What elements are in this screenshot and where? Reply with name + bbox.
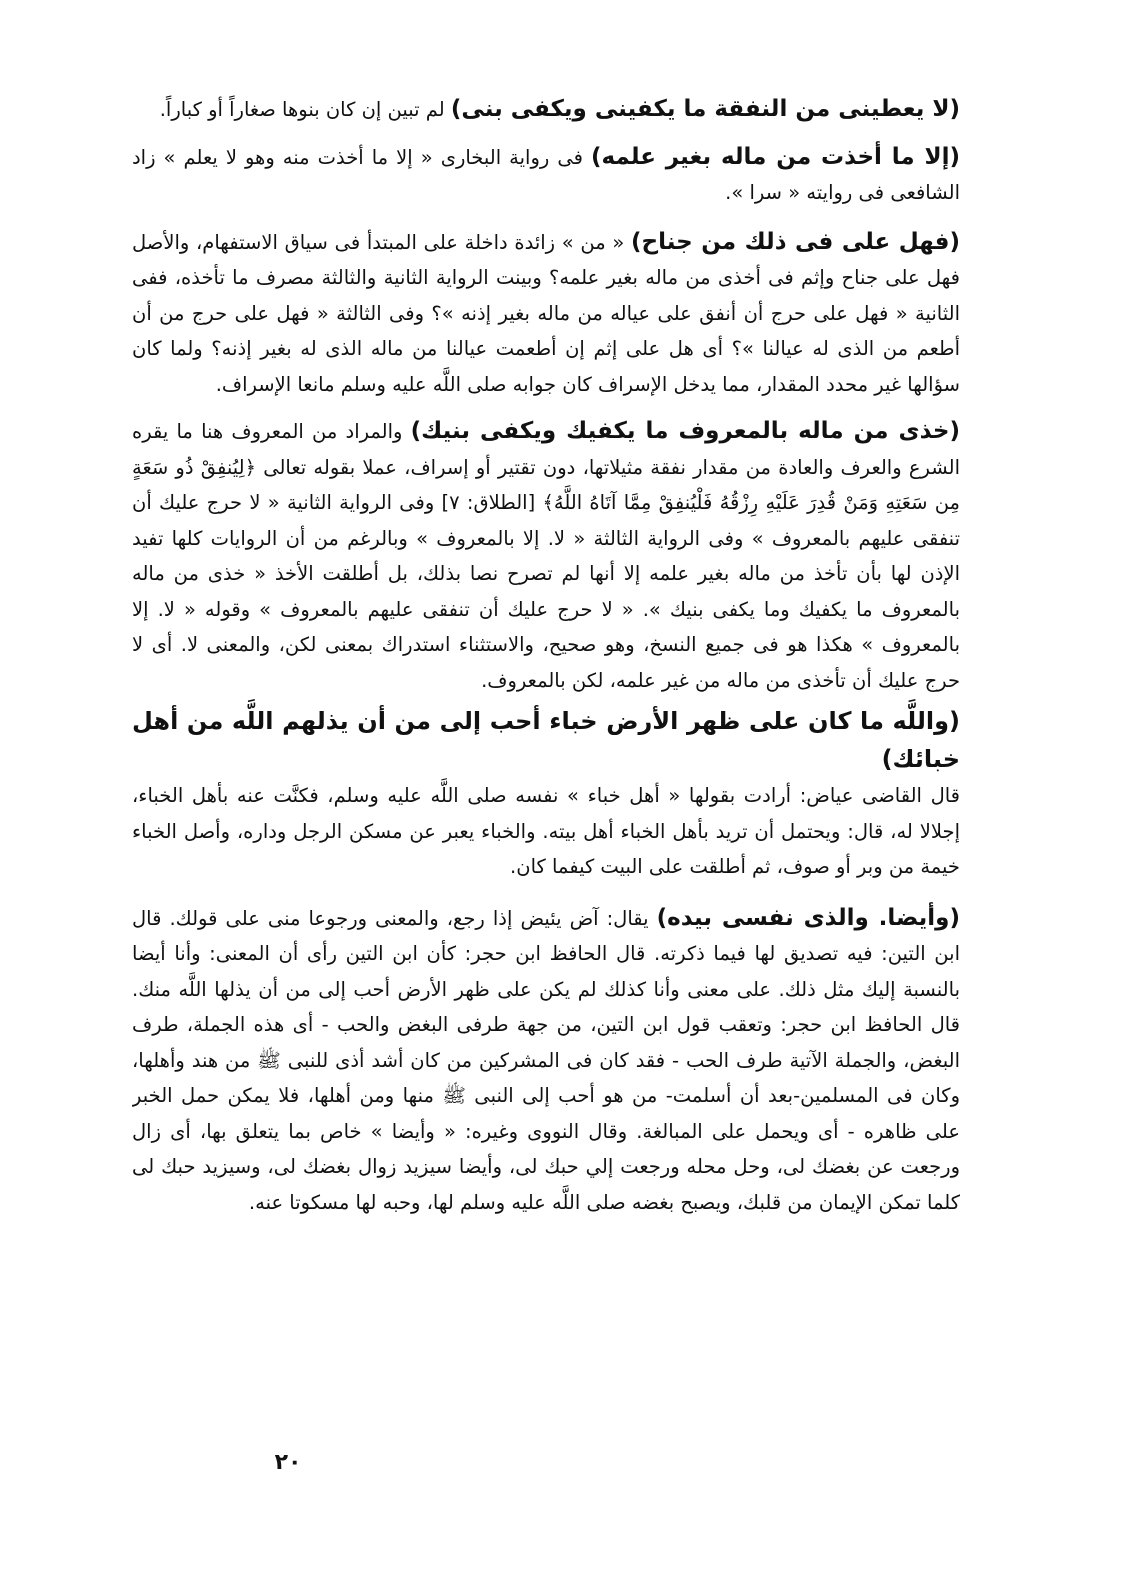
paragraph-3-body: « من » زائدة داخلة على المبتدأ فى سياق الاستفهام، والأصل فهل على جناح وإثم فى أخذى من ماله بغير علمه؟ وبينت الرواية الثانية والثالثة مصرف ما تأخذه، ففى الثانية « فهل على حرج أن أنفق على عياله من ماله بغير إذنه »؟ وفى الثالثة « فهل على حرج من أن أطعم من الذى له عيالنا »؟ أى هل على إثم إن أطعمت عيالنا من ماله الذى له بغير إذنه؟ ولما كان سؤالها غير محدد المقدار، مما يدخل الإسراف كان جوابه صلى اللَّه عليه وسلم مانعا الإسراف. [132,230,960,396]
paragraph-2-heading: (إلا ما أخذت من ماله بغير علمه) [590,143,960,170]
paragraph-6-heading: (وأيضا. والذى نفسى بيده) [656,904,960,931]
paragraph-3-heading: (فهل على فى ذلك من جناح) [631,228,960,255]
paragraph-5-body: قال القاضى عياض: أرادت بقولها « أهل خباء » نفسه صلى اللَّه عليه وسلم، فكنَّت عنه بأهل الخباء، إجلالا له، قال: ويحتمل أن تريد بأهل الخباء أهل بيته. والخباء يعبر عن مسكن الرجل وداره، وأصل الخباء خيمة من وبر أو صوف، ثم أطلقت على البيت كيفما كان. [132,784,960,878]
paragraph-5-heading: (واللَّه ما كان على ظهر الأرض خباء أحب إلى من أن يذلهم اللَّه من أهل خبائك) [132,707,960,773]
paragraph-4 [132,414,960,698]
paragraph-6 [132,901,960,1221]
paragraph-2-body: فى رواية البخارى « إلا ما أخذت منه وهو لا يعلم » زاد الشافعى فى روايته « سرا ». [132,145,960,204]
paragraph-2 [132,140,960,211]
paragraph-1-heading: (لا يعطينى من النفقة ما يكفينى ويكفى بنى) [450,96,960,122]
paragraph-4-heading: (خذى من ماله بالمعروف ما يكفيك ويكفى بنيك) [410,418,960,444]
page-number: ٢٠ [274,1450,302,1475]
document-page [132,92,960,1522]
paragraph-6-body: يقال: آض يئيض إذا رجع، والمعنى ورجوعا منى على قولك. قال ابن التين: فيه تصديق لها فيما ذكرته. قال الحافظ ابن حجر: كأن ابن التين رأى أن المعنى: وأنا أيضا بالنسبة إليك مثل ذلك. على معنى وأنا كذلك لم يكن على ظهر الأرض أحب إلى من أن يذلها اللَّه منك. قال الحافظ ابن حجر: وتعقب قول ابن التين، من جهة طرفى البغض والحب - أى هذه الجملة، طرف البغض، والجملة الآتية طرف الحب - فقد كان فى المشركين من كان أشد أذى للنبى ﷺ من هند وأهلها، وكان فى المسلمين-بعد أن أسلمت- من هو أحب إلى النبى ﷺ منها ومن أهلها، فلا يمكن حمل الخبر على ظاهره - أى ويحمل على المبالغة. وقال النووى وغيره: « وأيضا » خاص بما يتعلق بها، أى زال ورجعت عن بغضك لى، وحل محله ورجعت إلي حبك لى، وأيضا سيزيد زوال بغضك لى، وسيزيد حبك لى كلما تمكن الإيمان من قلبك، ويصبح بغضه صلى اللَّه عليه وسلم لها، وحبه لها مسكوتا عنه. [132,906,960,1214]
paragraph-4-body: والمراد من المعروف هنا ما يقره الشرع والعرف والعادة من مقدار نفقة مثيلاتها، دون تقتير أو إسراف، عملا بقوله تعالى ﴿لِيُنفِقْ ذُو سَعَةٍ مِن سَعَتِهِ وَمَنْ قُدِرَ عَلَيْهِ رِزْقُهُ فَلْيُنفِقْ مِمَّا آتَاهُ اللَّهُ﴾ [الطلاق: ٧] وفى الرواية الثانية « لا حرج عليك أن تنفقى عليهم بالمعروف » وفى الرواية الثالثة « لا. إلا بالمعروف » وبالرغم من أن الروايات كلها تفيد الإذن لها بأن تأخذ من ماله بغير علمه إلا أنها لم تصرح نصا بذلك، بل أطلقت الأخذ « خذى من ماله بالمعروف ما يكفيك وما يكفى بنيك ». « لا حرج عليك أن تنفقى عليهم بالمعروف » وقوله « لا. إلا بالمعروف » هكذا هو فى جميع النسخ، وهو صحيح، والاستثناء استدراك بمعنى لكن، والمعنى لا. أى لا حرج عليك أن تأخذى من ماله من غير علمه، لكن بالمعروف. [132,420,960,692]
paragraph-1-body: لم تبين إن كان بنوها صغاراً أو كباراً. [159,98,451,121]
paragraph-1 [132,92,960,128]
paragraph-3 [132,225,960,403]
